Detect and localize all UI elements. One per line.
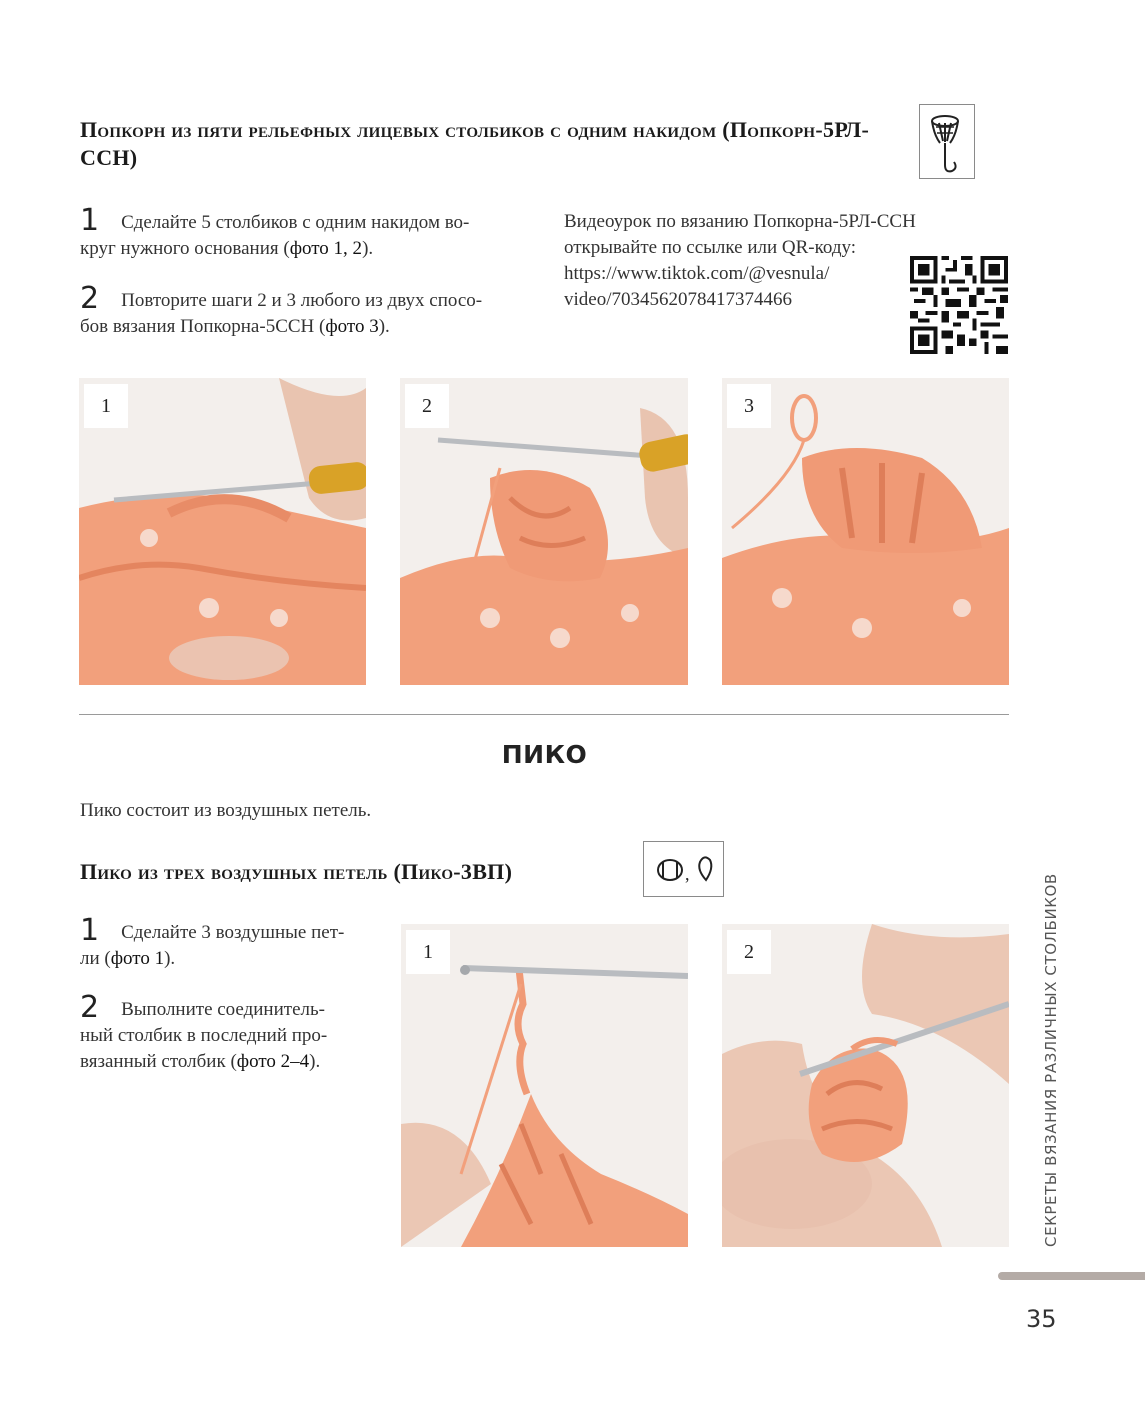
step-text: Сделайте 3 воздушные пет- xyxy=(121,922,345,943)
step-number: 1 xyxy=(80,203,100,238)
popcorn-relief-stitch-symbol-icon xyxy=(920,105,974,178)
photo-number-label: 2 xyxy=(405,384,449,428)
photo-number-label: 3 xyxy=(727,384,771,428)
step-number: 2 xyxy=(80,281,100,316)
stitch-symbol-box xyxy=(919,104,975,179)
photo-popcorn-2 xyxy=(400,378,688,685)
step-text: ). xyxy=(362,238,374,259)
photo-popcorn-3 xyxy=(722,378,1009,685)
step-2-popcorn xyxy=(80,281,520,340)
photo-picot-1 xyxy=(401,924,688,1247)
step-text: Сделайте 5 столбиков с одним накидом во- xyxy=(121,212,470,233)
section-title-picot: Пико из трех воздушных петель (Пико-3ВП) xyxy=(80,859,513,884)
step-text: ли ( xyxy=(80,948,111,969)
photo-number-label: 2 xyxy=(727,930,771,974)
step-text: ный столбик в последний про- xyxy=(80,1025,328,1046)
photo-reference: фото 2–4 xyxy=(236,1051,310,1072)
step-text: ). xyxy=(309,1051,321,1072)
step-text: Выполните соединитель- xyxy=(121,999,325,1020)
step-text: ). xyxy=(378,316,390,337)
step-text: ). xyxy=(164,948,176,969)
step-1-popcorn xyxy=(80,203,520,262)
step-number: 1 xyxy=(80,913,100,948)
qr-code-icon[interactable] xyxy=(910,256,1008,354)
step-2-picot xyxy=(80,990,390,1075)
step-number: 2 xyxy=(80,990,100,1025)
photo-number-label: 1 xyxy=(84,384,128,428)
intro-text: Пико состоит из воздушных петель. xyxy=(80,800,372,821)
video-line: открывайте по ссылке или QR-коду: xyxy=(564,237,857,258)
picot-chain-symbol-icon xyxy=(644,842,723,896)
video-line: Видеоурок по вязанию Попкорна-5РЛ-ССН xyxy=(564,211,916,232)
step-text: вязанный столбик ( xyxy=(80,1051,237,1072)
photo-number-label: 1 xyxy=(406,930,450,974)
photo-reference: фото 3 xyxy=(325,316,379,337)
section-heading-picot: ПИКО xyxy=(501,740,588,769)
section-divider xyxy=(79,714,1009,715)
step-text: бов вязания Попкорна-5ССН ( xyxy=(80,316,326,337)
step-text: Повторите шаги 2 и 3 любого из двух спосо- xyxy=(121,290,483,311)
step-text: круг нужного основания ( xyxy=(80,238,290,259)
page-number: 35 xyxy=(1026,1305,1057,1333)
step-1-picot xyxy=(80,913,390,972)
symbol-separator: , xyxy=(685,864,690,884)
photo-reference: фото 1 xyxy=(110,948,165,969)
video-link[interactable]: https://www.tiktok.com/@vesnula/ xyxy=(564,263,830,284)
picot-symbol-box xyxy=(643,841,724,897)
photo-picot-2 xyxy=(722,924,1009,1247)
chapter-sidebar-label: СЕКРЕТЫ ВЯЗАНИЯ РАЗЛИЧНЫХ СТОЛБИКОВ xyxy=(1042,873,1060,1247)
chapter-tab xyxy=(998,1272,1145,1280)
photo-reference: фото 1, 2 xyxy=(289,238,363,259)
section-title-popcorn: Попкорн из пяти рельефных лицевых столбиков с одним накидом (Попкорн-5РЛ-ССН) xyxy=(80,117,870,170)
video-link[interactable]: video/7034562078417374466 xyxy=(564,289,792,310)
photo-popcorn-1 xyxy=(79,378,366,685)
